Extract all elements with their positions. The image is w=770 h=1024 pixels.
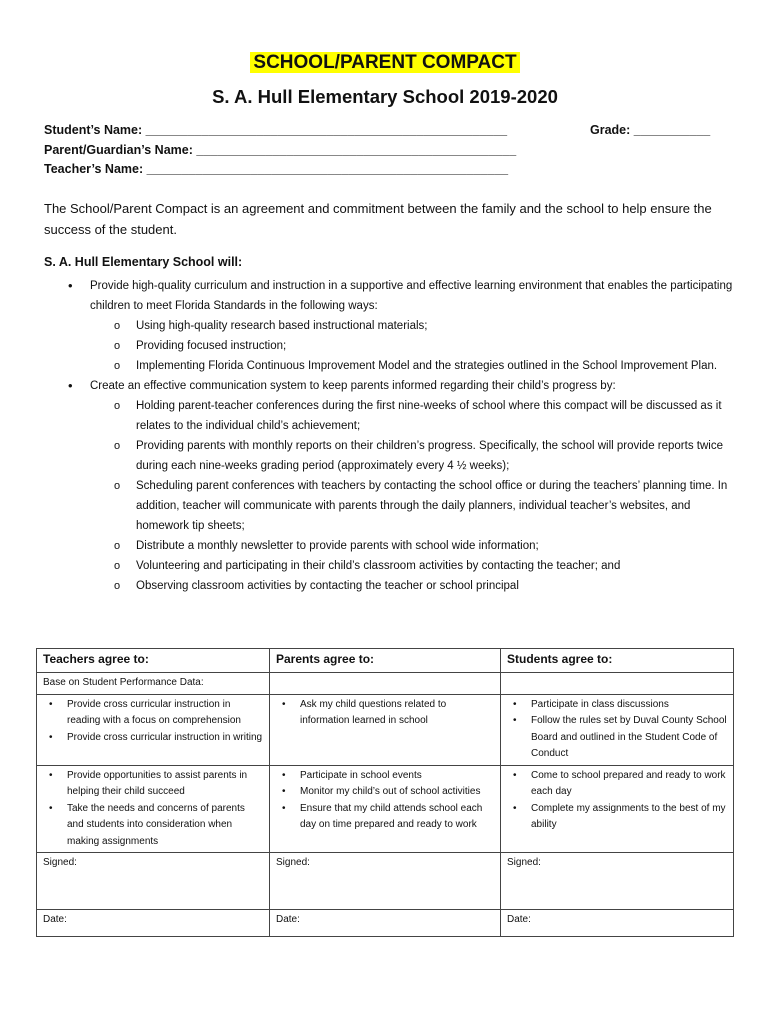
empty-cell	[270, 673, 501, 695]
parent-signed-cell: Signed:	[270, 853, 501, 910]
list-item: o Distribute a monthly newsletter to provide parents with school wide information;	[44, 536, 734, 556]
parent-date-cell: Date:	[270, 910, 501, 937]
list-item: • Provide cross curricular instruction in writing	[43, 730, 263, 747]
list-item: o Implementing Florida Continuous Improvement Model and the strategies outlined in the School Improvement Plan.	[44, 356, 734, 376]
teacher-date-cell: Date:	[37, 910, 270, 937]
list-item: • Monitor my child’s out of school activities	[276, 784, 494, 801]
parents-header: Parents agree to:	[270, 649, 501, 673]
performance-data-label: Base on Student Performance Data:	[37, 673, 270, 695]
parents-cell-b	[270, 765, 501, 853]
list-item: o Providing focused instruction;	[44, 336, 734, 356]
teachers-cell-a	[37, 694, 270, 765]
list-item: • Come to school prepared and ready to work each day	[507, 768, 727, 801]
students-cell-a	[501, 694, 734, 765]
list-item: • Provide high-quality curriculum and instruction in a supportive and effective learning environment that enables the participating children to meet Florida Standards in the following ways:	[44, 276, 734, 316]
guardian-name-field: Parent/Guardian’s Name: ______________________________________________	[44, 143, 517, 157]
list-item: • Complete my assignments to the best of my ability	[507, 801, 727, 834]
document-title: SCHOOL/PARENT COMPACT	[0, 52, 770, 74]
list-item: o Scheduling parent conferences with teachers by contacting the school office or during the teachers’ planning time. In addition, teacher will communicate with parents through the daily planners, individual teacher’s websites, and homework tip sheets;	[44, 476, 734, 536]
student-date-cell: Date:	[501, 910, 734, 937]
students-cell-b	[501, 765, 734, 853]
teachers-cell-b	[37, 765, 270, 853]
parents-cell-a	[270, 694, 501, 765]
school-will-heading: S. A. Hull Elementary School will:	[44, 255, 243, 269]
students-header: Students agree to:	[501, 649, 734, 673]
student-signed-cell: Signed:	[501, 853, 734, 910]
list-item: o Observing classroom activities by contacting the teacher or school principal	[44, 576, 734, 596]
list-item: • Provide opportunities to assist parents in helping their child succeed	[43, 768, 263, 801]
list-item: • Ensure that my child attends school each day on time prepared and ready to work	[276, 801, 494, 834]
grade-field: Grade: ___________	[590, 123, 711, 137]
student-name-field: Student’s Name: ____________________________________________________	[44, 123, 508, 137]
list-item: o Providing parents with monthly reports on their children’s progress. Specifically, the school will provide reports twice during each nine-weeks grading period (approximately every 4 ½ weeks);	[44, 436, 734, 476]
list-item: • Participate in school events	[276, 768, 494, 785]
list-item: • Create an effective communication system to keep parents informed regarding their child’s progress by:	[44, 376, 734, 396]
list-item: o Using high-quality research based instructional materials;	[44, 316, 734, 336]
intro-paragraph: The School/Parent Compact is an agreement and commitment between the family and the school to help ensure the success of the student.	[44, 201, 712, 237]
list-item: • Follow the rules set by Duval County School Board and outlined in the Student Code of Conduct	[507, 713, 727, 763]
teacher-name-field: Teacher’s Name: ____________________________________________________	[44, 162, 509, 176]
teachers-header: Teachers agree to:	[37, 649, 270, 673]
agreement-table	[36, 648, 734, 937]
list-item: • Participate in class discussions	[507, 697, 727, 714]
school-commitments-list	[44, 276, 734, 596]
list-item: • Take the needs and concerns of parents and students into consideration when making assignments	[43, 801, 263, 851]
list-item: • Provide cross curricular instruction in reading with a focus on comprehension	[43, 697, 263, 730]
empty-cell	[501, 673, 734, 695]
list-item: • Ask my child questions related to information learned in school	[276, 697, 494, 730]
document-subtitle: S. A. Hull Elementary School 2019-2020	[212, 86, 558, 107]
list-item: o Volunteering and participating in their child’s classroom activities by contacting the teacher; and	[44, 556, 734, 576]
teacher-signed-cell: Signed:	[37, 853, 270, 910]
list-item: o Holding parent-teacher conferences during the first nine-weeks of school where this compact will be discussed as it relates to the individual child’s achievement;	[44, 396, 734, 436]
